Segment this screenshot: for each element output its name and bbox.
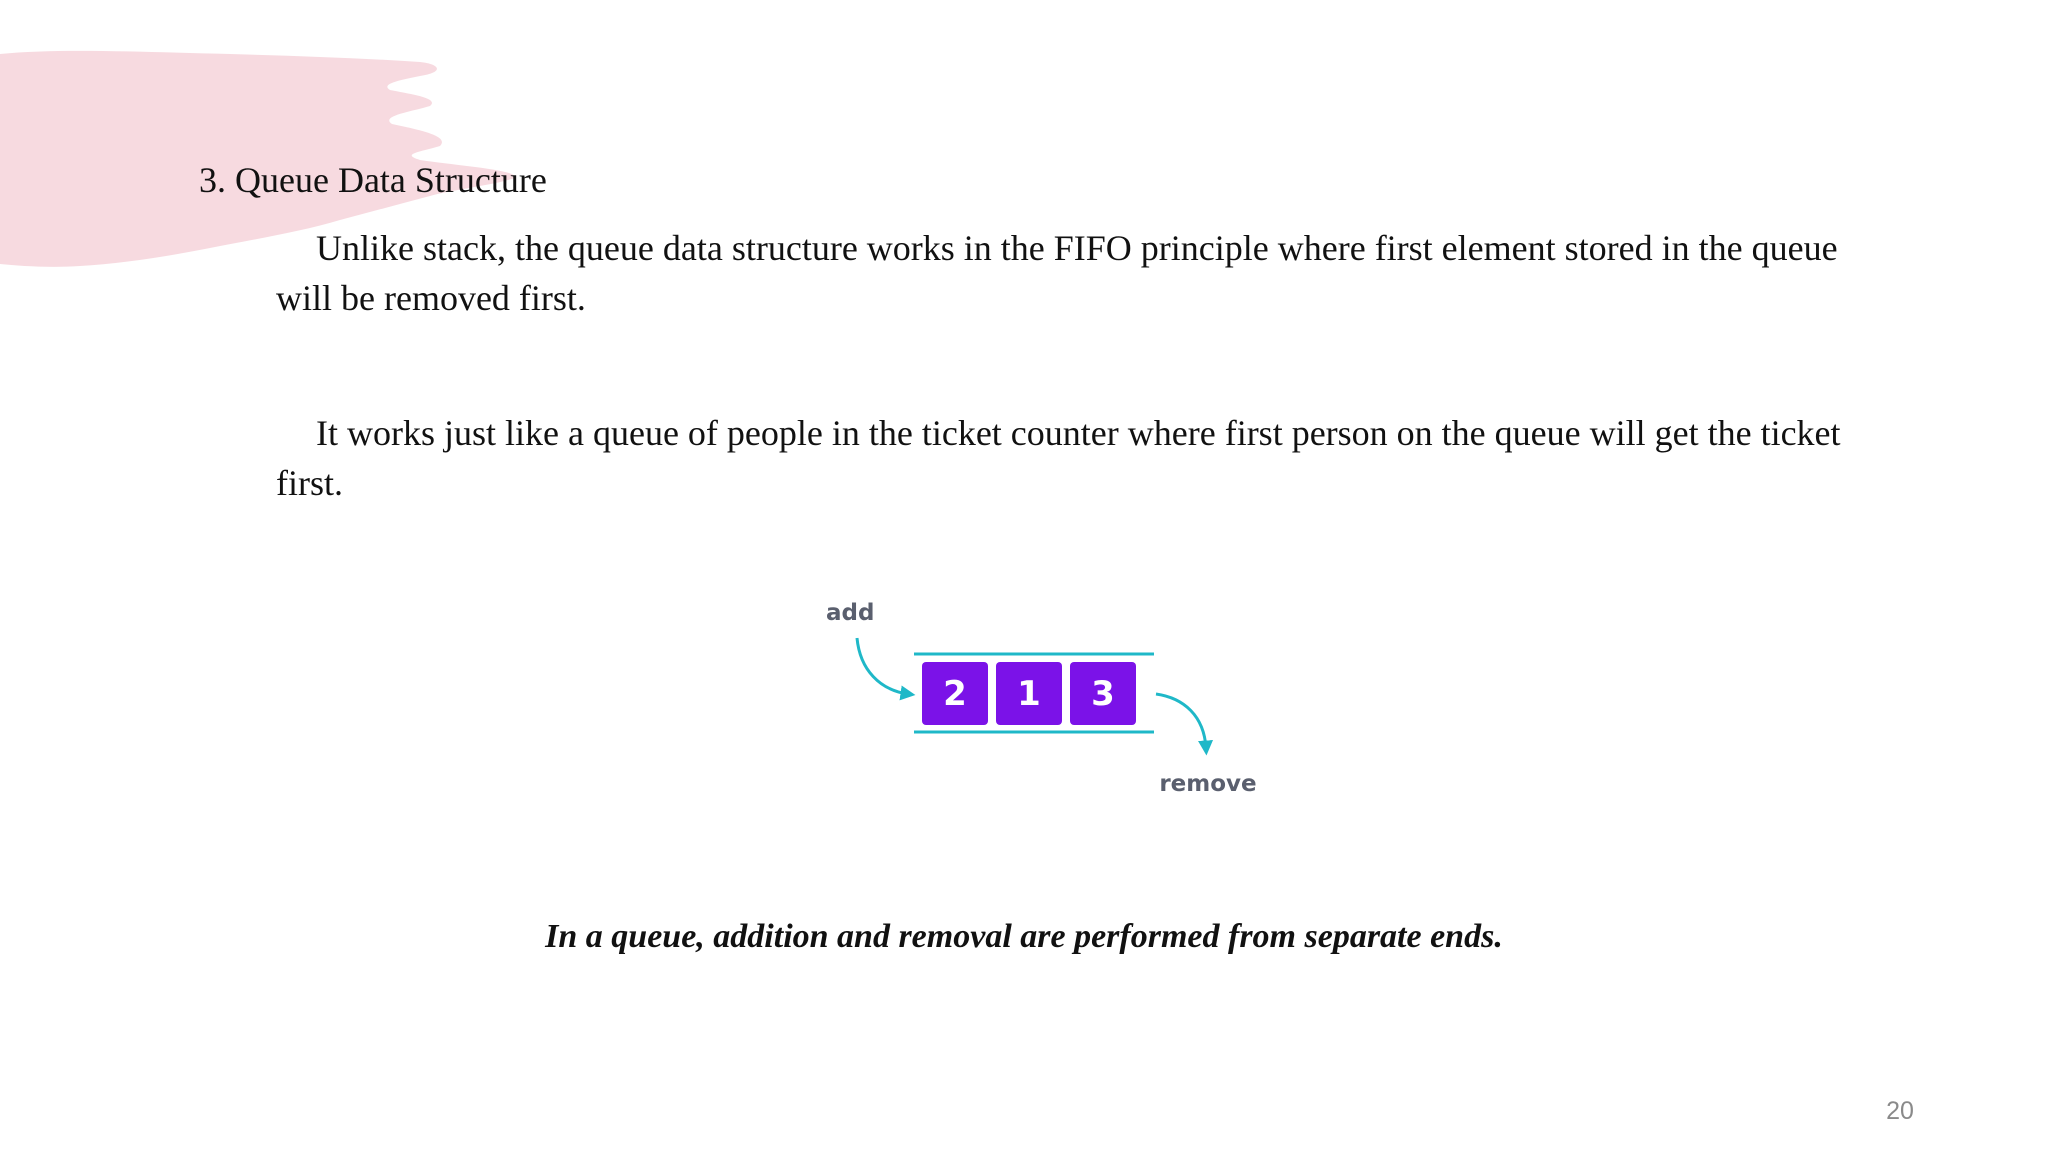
queue-item-1-label: 2 bbox=[943, 674, 967, 714]
queue-diagram bbox=[800, 590, 1260, 810]
paragraph-fifo-principle: Unlike stack, the queue data structure works in the FIFO principle where first element stored in the queue will be removed first. bbox=[276, 228, 1838, 318]
remove-arrow bbox=[1156, 694, 1206, 748]
slide-heading: 3. Queue Data Structure bbox=[199, 160, 547, 200]
queue-item-3 bbox=[1070, 662, 1136, 725]
diagram-caption: In a queue, addition and removal are performed from separate ends. bbox=[545, 918, 1503, 955]
queue-item-3-label: 3 bbox=[1091, 674, 1115, 714]
page-number: 20 bbox=[1886, 1097, 1914, 1125]
add-arrow bbox=[857, 638, 908, 694]
queue-item-2 bbox=[996, 662, 1062, 725]
paragraph-ticket-analogy: It works just like a queue of people in the ticket counter where first person on the queue will get the ticket first. bbox=[276, 413, 1841, 503]
remove-label: remove bbox=[1159, 771, 1257, 797]
add-label: add bbox=[826, 600, 875, 626]
queue-item-1 bbox=[922, 662, 988, 725]
queue-item-2-label: 1 bbox=[1017, 674, 1041, 714]
